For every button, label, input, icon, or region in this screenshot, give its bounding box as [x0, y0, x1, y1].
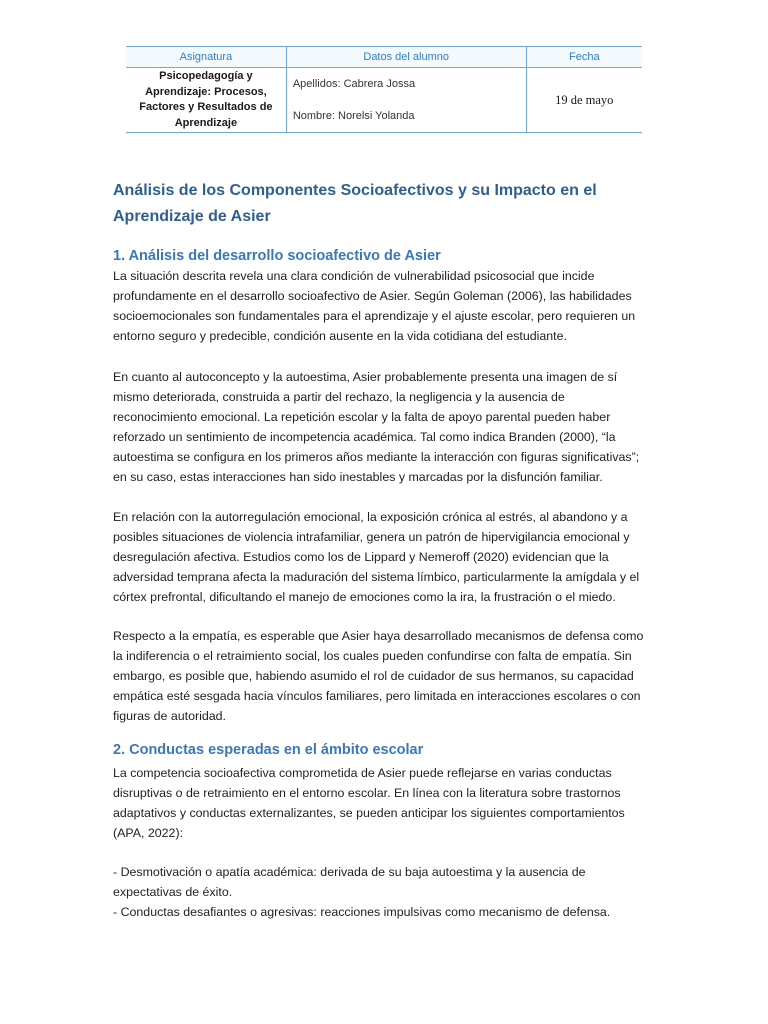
list-item: - Conductas desafiantes o agresivas: reacciones impulsivas como mecanismo de defensa. [113, 905, 611, 919]
section-2-heading: 2. Conductas esperadas en el ámbito escolar [113, 742, 424, 758]
student-surnames: Apellidos: Cabrera Jossa [292, 78, 416, 90]
text-line: córtex prefrontal, dificultando el manejo de emociones como la ira, la frustración o el miedo. [113, 590, 616, 604]
subject-line: Factores y Resultados de [139, 101, 273, 113]
text-line: La situación descrita revela una clara condición de vulnerabilidad psicosocial que incide [113, 269, 595, 283]
text-line: reforzado un sentimiento de incompetencia académica. Tal como indica Branden (2000), “la [113, 430, 616, 444]
document-title [113, 178, 653, 230]
list-item: expectativas de éxito. [113, 885, 233, 899]
student-data-value [286, 68, 526, 133]
header-subject-label: Asignatura [126, 47, 286, 68]
text-line: La competencia socioafectiva comprometida de Asier puede reflejarse en varias conductas [113, 766, 612, 780]
title-line: Aprendizaje de Asier [113, 208, 271, 225]
text-line: mismo deteriorada, construida a partir del rechazo, la negligencia y la ausencia de [113, 390, 565, 404]
section-2-list [113, 862, 658, 922]
text-line: empática esté sesgada hacia vínculos familiares, pero limitada en interacciones escolares o con [113, 689, 641, 703]
text-line: adaptativos y conductas externalizantes, se pueden anticipar los siguientes comportamientos [113, 806, 625, 820]
header-student-label: Datos del alumno [286, 47, 526, 68]
text-line: En cuanto al autoconcepto y la autoestima, Asier probablemente presenta una imagen de sí [113, 370, 618, 384]
subject-line: Psicopedagogía y [159, 70, 253, 82]
text-line: (APA, 2022): [113, 826, 184, 840]
text-line: la indiferencia o el retraimiento social, los cuales pueden confundirse con falta de empatía. Sin [113, 649, 632, 663]
text-line: embargo, es posible que, habiendo asumido el rol de cuidador de sus hermanos, su capacidad [113, 669, 634, 683]
section-1-paragraph-3 [113, 507, 658, 607]
text-line: figuras de autoridad. [113, 709, 226, 723]
text-line: autoestima se configura en los primeros años mediante la interacción con figuras significativas”; [113, 450, 640, 464]
subject-line: Aprendizaje [174, 116, 238, 129]
section-1-heading: 1. Análisis del desarrollo socioafectivo de Asier [113, 248, 441, 264]
text-line: reconocimiento emocional. La repetición escolar y la falta de apoyo parental pueden haber [113, 410, 611, 424]
date-value: 19 de mayo [526, 68, 642, 133]
section-1-paragraph-4 [113, 626, 658, 726]
header-date-label: Fecha [526, 47, 642, 68]
header-info-table [126, 46, 642, 133]
text-line: adversidad temprana afecta la maduración del sistema límbico, particularmente la amígdala y el [113, 570, 640, 584]
list-item: - Desmotivación o apatía académica: derivada de su baja autoestima y la ausencia de [113, 865, 586, 879]
student-name: Nombre: Norelsi Yolanda [292, 110, 415, 122]
section-1-paragraph-1 [113, 266, 658, 346]
section-2-paragraph-1 [113, 763, 658, 843]
subject-line: Aprendizaje: Procesos, [145, 85, 267, 98]
text-line: desregulación afectiva. Estudios como los de Lippard y Nemeroff (2020) evidencian que la [113, 550, 609, 564]
text-line: disruptivas o de retraimiento en el entorno escolar. En línea con la literatura sobre trastornos [113, 786, 621, 800]
text-line: posibles situaciones de violencia intrafamiliar, genera un patrón de hipervigilancia emocional y [113, 530, 630, 544]
text-line: profundamente en el desarrollo socioafectivo de Asier. Según Goleman (2006), las habilidades [113, 289, 632, 303]
text-line: Respecto a la empatía, es esperable que Asier haya desarrollado mecanismos de defensa como [113, 629, 644, 643]
text-line: en su caso, estas interacciones han sido inestables y marcadas por la disfunción familiar. [113, 470, 603, 484]
text-line: socioemocionales son fundamentales para el aprendizaje y el ajuste escolar, pero requieren un [113, 309, 636, 323]
text-line: En relación con la autorregulación emocional, la exposición crónica al estrés, al abandono y a [113, 510, 628, 524]
section-1-paragraph-2 [113, 367, 658, 487]
subject-value [126, 68, 286, 133]
title-line: Análisis de los Componentes Socioafectivos y su Impacto en el [113, 182, 597, 199]
text-line: entorno seguro y predecible, condición ausente en la vida cotidiana del estudiante. [113, 329, 567, 343]
